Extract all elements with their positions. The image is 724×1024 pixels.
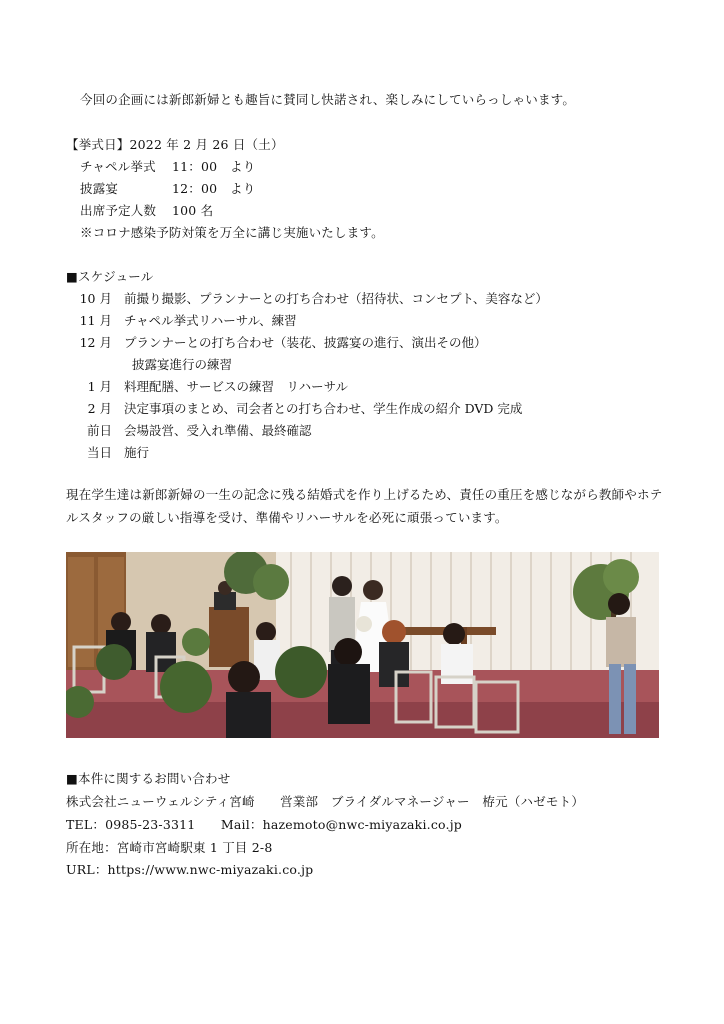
chapel-ceremony-suffix: より (230, 159, 256, 174)
intro-text: 今回の企画には新郎新婦とも趣旨に賛同し快諾され、楽しみにしていらっしゃいます。 (80, 92, 576, 107)
ceremony-date: 【挙式日】2022 年 2 月 26 日（土） (66, 137, 284, 152)
schedule-item (132, 357, 232, 373)
contact-url[interactable]: URL：https://www.nwc-miyazaki.co.jp (66, 862, 314, 877)
schedule-item (66, 445, 149, 461)
schedule-item (66, 401, 522, 417)
schedule-item (66, 423, 312, 439)
schedule-text: 料理配膳、サービスの練習 リハーサル (124, 379, 349, 394)
schedule-text: 前撮り撮影、プランナーとの打ち合わせ（招待状、コンセプト、美容など） (124, 291, 548, 306)
schedule-heading: ■スケジュール (66, 269, 154, 284)
chapel-rehearsal-illustration (66, 552, 659, 738)
schedule-item (66, 335, 487, 351)
schedule-item (66, 313, 297, 329)
schedule-text: 決定事項のまとめ、司会者との打ち合わせ、学生作成の紹介 DVD 完成 (124, 401, 523, 416)
schedule-text: 披露宴進行の練習 (132, 357, 233, 372)
contact-company: 株式会社ニューウェルシティ宮崎 営業部 ブライダルマネージャー 栫元（ハゼモト） (66, 794, 585, 809)
body-paragraph: 現在学生達は新郎新婦の一生の記念に残る結婚式を作り上げるため、責任の重圧を感じながら教師やホテルスタッフの厳しい指導を受け、準備やリハーサルを必死に頑張っています。 (66, 487, 663, 525)
chapel-rehearsal-photo (66, 552, 659, 738)
reception-suffix: より (230, 181, 256, 196)
schedule-month: 2 月 (87, 401, 112, 416)
schedule-text: チャペル挙式リハーサル、練習 (124, 313, 297, 328)
schedule-month: 当日 (86, 445, 112, 460)
reception-time: 12：00 (172, 181, 218, 196)
schedule-text: 施行 (124, 445, 150, 460)
reception-label: 披露宴 (80, 181, 119, 196)
attendance-row (80, 203, 213, 219)
attendance-count: 100 名 (172, 203, 214, 218)
covid-note: ※コロナ感染予防対策を万全に講じ実施いたします。 (80, 225, 384, 240)
contact-heading: ■本件に関するお問い合わせ (66, 771, 231, 786)
schedule-text: プランナーとの打ち合わせ（装花、披露宴の進行、演出その他） (124, 335, 487, 350)
reception-row (80, 181, 255, 197)
contact-address: 所在地：宮崎市宮崎駅東 1 丁目 2-8 (66, 840, 273, 855)
schedule-month: 1 月 (87, 379, 112, 394)
chapel-ceremony-row (80, 159, 255, 175)
schedule-month: 11 月 (79, 313, 112, 328)
schedule-item (66, 291, 548, 307)
schedule-item (66, 379, 348, 395)
schedule-text: 会場設営、受入れ準備、最終確認 (124, 423, 312, 438)
schedule-month: 前日 (86, 423, 112, 438)
chapel-ceremony-time: 11：00 (172, 159, 218, 174)
contact-tel-mail: TEL：0985-23-3311 Mail：hazemoto@nwc-miyazaki.co.jp (66, 817, 462, 832)
chapel-ceremony-label: チャペル挙式 (80, 159, 156, 174)
schedule-month: 12 月 (79, 335, 112, 350)
attendance-label: 出席予定人数 (80, 203, 157, 218)
schedule-month: 10 月 (79, 291, 112, 306)
